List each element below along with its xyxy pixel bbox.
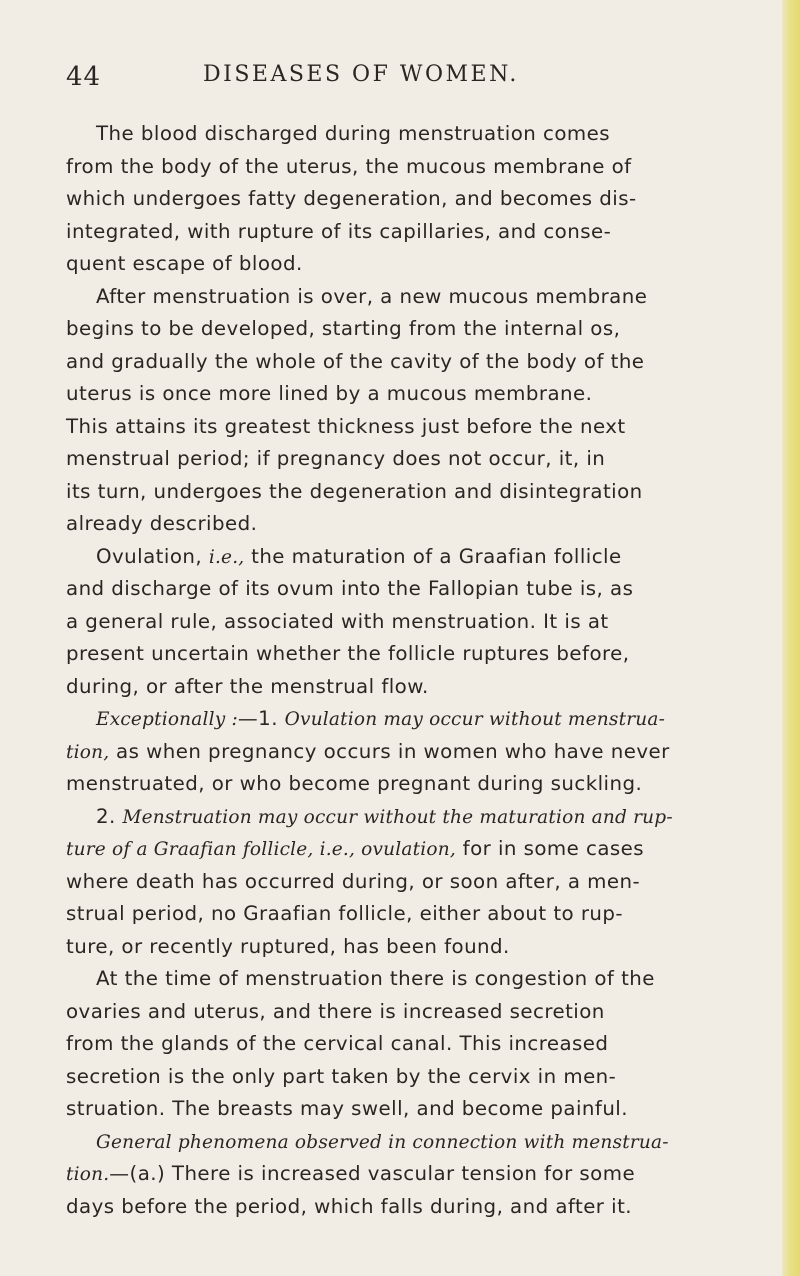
text-line — [66, 443, 766, 476]
text-segment: uterus is once more lined by a mucous membrane. — [66, 382, 593, 405]
italic-text-segment: Menstruation may occur without the maturation and rup- — [122, 806, 673, 828]
text-line — [66, 1158, 766, 1191]
text-line — [66, 1093, 766, 1126]
text-segment: strual period, no Graafian follicle, either about to rup- — [66, 902, 624, 925]
text-segment: its turn, undergoes the degeneration and disintegration — [66, 479, 643, 503]
text-segment: and gradually the whole of the cavity of the body of the — [66, 349, 645, 373]
text-line — [66, 801, 766, 834]
text-segment: for in some cases — [455, 837, 645, 860]
text-line — [66, 898, 766, 931]
text-line — [66, 1061, 766, 1094]
text-line — [66, 638, 766, 671]
text-segment: After menstruation is over, a new mucous membrane — [96, 284, 648, 308]
text-segment: from the glands of the cervical canal. This increased — [66, 1032, 609, 1055]
italic-text-segment: ture of a Graafian follicle, i.e., ovulation, — [66, 839, 456, 860]
italic-text-segment: Exceptionally : — [96, 709, 238, 730]
text-segment: from the body of the uterus, the mucous membrane of — [66, 154, 632, 178]
text-segment: a general rule, associated with menstruation. It is at — [66, 609, 609, 633]
text-line — [66, 183, 766, 216]
text-line — [66, 736, 766, 769]
text-segment: quent escape of blood. — [66, 252, 303, 275]
text-segment: where death has occurred during, or soon after, a men- — [66, 869, 641, 893]
text-segment: This attains its greatest thickness just before the next — [66, 414, 626, 438]
text-line — [66, 508, 766, 541]
text-line — [66, 541, 766, 574]
italic-text-segment: Ovulation may occur without menstrua- — [284, 709, 666, 730]
text-line — [66, 151, 766, 184]
text-segment: secretion is the only part taken by the cervix in men- — [66, 1064, 617, 1088]
text-segment: struation. The breasts may swell, and become painful. — [66, 1097, 628, 1120]
text-segment: present uncertain whether the follicle ruptures before, — [66, 642, 630, 665]
text-segment: Ovulation, — [96, 544, 209, 568]
text-segment: —1. — [237, 707, 285, 730]
text-line — [66, 931, 766, 964]
text-line — [66, 703, 766, 736]
text-segment: menstrual period; if pregnancy does not occur, it, in — [66, 447, 606, 470]
text-line — [66, 1126, 766, 1159]
text-line — [66, 346, 766, 379]
text-segment: menstruated, or who become pregnant during suckling. — [66, 772, 643, 795]
page-edge-strip — [782, 0, 800, 1276]
text-line — [66, 1028, 766, 1061]
text-line — [66, 281, 766, 314]
text-segment: the maturation of a Graafian follicle — [244, 544, 622, 568]
italic-text-segment: tion, — [66, 741, 110, 763]
text-segment: 2. — [96, 804, 123, 828]
text-segment: as when pregnancy occurs in women who have never — [109, 739, 670, 763]
text-line — [66, 411, 766, 444]
text-segment: —(a.) There is increased vascular tension for some — [109, 1162, 636, 1185]
text-line — [66, 248, 766, 281]
text-line — [66, 216, 766, 249]
page-number: 44 — [66, 62, 102, 92]
text-line — [66, 118, 766, 151]
text-line — [66, 833, 766, 866]
text-line — [66, 866, 766, 899]
text-segment: already described. — [66, 512, 258, 535]
text-line — [66, 963, 766, 996]
italic-text-segment: i.e., — [208, 546, 245, 568]
text-line — [66, 996, 766, 1029]
text-segment: The blood discharged during menstruation comes — [96, 122, 610, 145]
text-line — [66, 671, 766, 704]
text-segment: days before the period, which falls during, and after it. — [66, 1194, 633, 1218]
text-segment: which undergoes fatty degeneration, and becomes dis- — [66, 187, 637, 210]
page-header — [28, 62, 768, 102]
text-line — [66, 476, 766, 509]
italic-text-segment: General phenomena observed in connection with menstrua- — [96, 1131, 669, 1153]
text-line — [66, 573, 766, 606]
text-segment: begins to be developed, starting from the internal os, — [66, 317, 621, 340]
text-segment: ture, or recently ruptured, has been found. — [66, 934, 510, 958]
text-line — [66, 1191, 766, 1224]
text-segment: and discharge of its ovum into the Fallopian tube is, as — [66, 577, 634, 600]
italic-text-segment: tion. — [66, 1164, 110, 1185]
running-head: DISEASES OF WOMEN. — [203, 62, 519, 87]
text-segment: At the time of menstruation there is congestion of the — [96, 967, 655, 990]
text-segment: integrated, with rupture of its capillaries, and conse- — [66, 219, 612, 243]
text-segment: during, or after the menstrual flow. — [66, 674, 429, 698]
text-line — [66, 313, 766, 346]
text-line — [66, 768, 766, 801]
body-text — [66, 118, 766, 1223]
text-line — [66, 378, 766, 411]
text-line — [66, 606, 766, 639]
text-segment: ovaries and uterus, and there is increased secretion — [66, 999, 605, 1023]
